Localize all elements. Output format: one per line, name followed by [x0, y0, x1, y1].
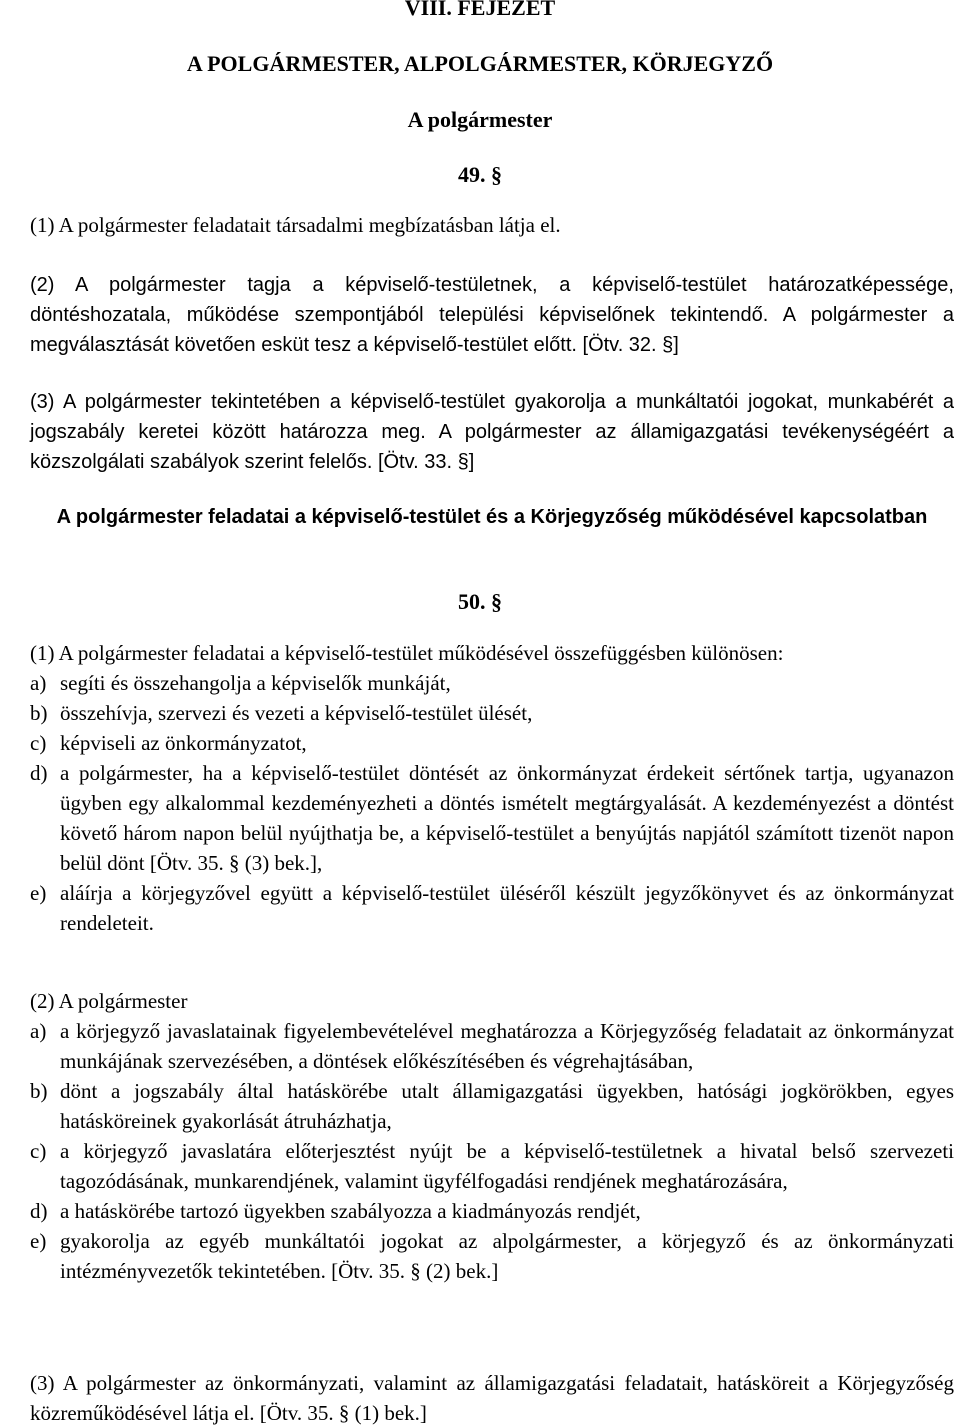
list-item-label: e)	[30, 1229, 47, 1253]
list-item-label: a)	[30, 1019, 47, 1043]
list-item	[30, 1136, 954, 1196]
list-item	[30, 698, 954, 728]
chapter-title: A POLGÁRMESTER, ALPOLGÁRMESTER, KÖRJEGYZŐ	[186, 51, 774, 76]
paragraph-50-1	[30, 638, 954, 938]
list-item-text: segíti és összehangolja a képviselők munkáját,	[60, 671, 451, 695]
list-item-label: e)	[30, 881, 47, 905]
list-item-text: a körjegyző javaslatára előterjesztést nyújt be a képviselő-testületnek a hivatal belső szervezeti tagozódásának, munkarendjének, valamint ügyfélfogadási rendjének meghatározására,	[60, 1139, 954, 1193]
paragraph-49-1: (1) A polgármester feladatait társadalmi megbízatásban látja el.	[30, 213, 561, 237]
list-item-text: gyakorolja az egyéb munkáltatói jogokat az alpolgármester, a körjegyző és az önkormányzati intézményvezetők tekintetében. [Ötv. 35. § (2) bek.]	[60, 1229, 954, 1283]
chapter-heading: VIII. FEJEZET	[404, 0, 556, 20]
section-subtitle: A polgármester	[407, 107, 553, 132]
list-item-text: a körjegyző javaslatainak figyelembevételével meghatározza a Körjegyzőség feladatait az önkormányzat munkájának szervezésében, a döntések előkészítésében és végrehajtásában,	[60, 1019, 954, 1073]
list-item-label: d)	[30, 1199, 48, 1223]
list-item-label: c)	[30, 1139, 47, 1163]
list-item	[30, 1226, 954, 1286]
list-item-text: összehívja, szervezi és vezeti a képviselő-testület ülését,	[60, 701, 533, 725]
list-item-label: c)	[30, 731, 47, 755]
paragraph-50-3: (3) A polgármester az önkormányzati, valamint az államigazgatási feladatait, hatásköreit a Körjegyzőség közreműködésével látja el. [Ötv. 35. § (1) bek.]	[30, 1371, 954, 1425]
duties-heading: A polgármester feladatai a képviselő-testület és a Körjegyzőség működésével kapcsolatban	[56, 506, 928, 528]
list-item-text: a polgármester, ha a képviselő-testület döntését az önkormányzat érdekeit sértőnek tartja, ugyanazon ügyben egy alkalommal kezdeményezheti a döntés ismételt megtárgyalását. A kezdeményezést a döntést követő három napon belül nyújthatja be, a képviselő-testület a benyújtás napjától számított tizenöt napon belül dönt [Ötv. 35. § (3) bek.],	[60, 761, 954, 875]
paragraph-50-2-intro: (2) A polgármester	[30, 989, 188, 1013]
list-item-label: b)	[30, 1079, 48, 1103]
list-item-text: aláírja a körjegyzővel együtt a képviselő-testület üléséről készült jegyzőkönyvet és az önkormányzat rendeleteit.	[60, 881, 954, 935]
list-item	[30, 728, 954, 758]
list-item	[30, 878, 954, 938]
paragraph-50-1-intro: (1) A polgármester feladatai a képviselő-testület működésével összefüggésben különösen:	[30, 641, 784, 665]
paragraph-49-2: (2) A polgármester tagja a képviselő-testületnek, a képviselő-testület határozatképessége, döntéshozatala, működése szempontjából települési képviselőnek tekintendő. A polgármester a megválasztását követően esküt tesz a képviselő-testület előtt. [Ötv. 32. §]	[30, 274, 954, 356]
list-item-label: a)	[30, 671, 47, 695]
paragraph-49-3: (3) A polgármester tekintetében a képviselő-testület gyakorolja a munkáltatói jogokat, munkabérét a jogszabály keretei között határozza meg. A polgármester az államigazgatási tevékenységéért a közszolgálati szabályok szerint felelős. [Ötv. 33. §]	[30, 391, 954, 473]
list-item-text: dönt a jogszabály által hatáskörébe utalt államigazgatási ügyekben, hatósági jogkörökben, egyes hatásköreinek gyakorlását átruházhatja,	[60, 1079, 954, 1133]
paragraph-49-heading: 49. §	[458, 162, 502, 187]
list-item-text: a hatáskörébe tartozó ügyekben szabályozza a kiadmányozás rendjét,	[60, 1199, 641, 1223]
list-item	[30, 758, 954, 878]
list-item	[30, 1196, 954, 1226]
list-item-label: d)	[30, 761, 48, 785]
paragraph-50-2	[30, 986, 954, 1286]
paragraph-50-2-list	[30, 1016, 954, 1286]
list-item	[30, 1016, 954, 1076]
list-item	[30, 668, 954, 698]
paragraph-50-1-list	[30, 668, 954, 938]
list-item-text: képviseli az önkormányzatot,	[60, 731, 307, 755]
paragraph-50-heading: 50. §	[458, 589, 502, 614]
list-item	[30, 1076, 954, 1136]
list-item-label: b)	[30, 701, 48, 725]
